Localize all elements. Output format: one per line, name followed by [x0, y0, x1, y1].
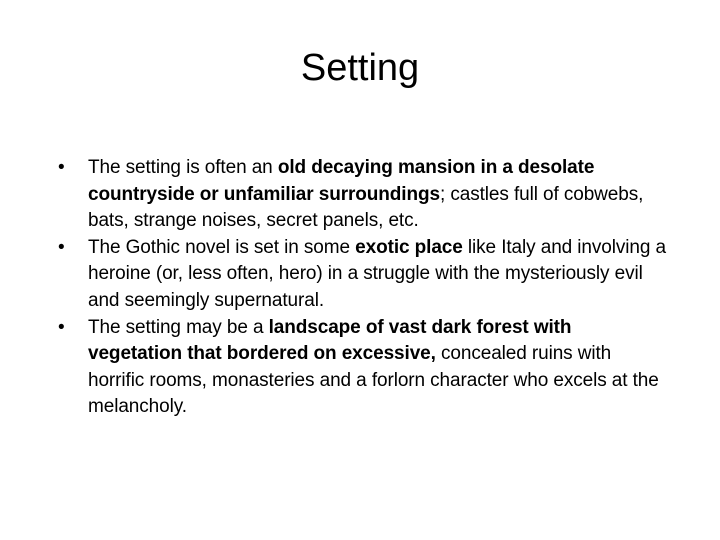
- bullet-text-segment: The setting is often an: [88, 157, 278, 178]
- bullet-text-segment: concealed ruins with horrific rooms, monasteries and a forlorn character who excels at the melancholy.: [88, 343, 659, 418]
- bullet-marker: •: [58, 236, 65, 258]
- bullet-text-segment-bold: landscape of vast dark forest with vegetation that bordered on excessive,: [88, 316, 572, 365]
- bullet-item: [58, 315, 670, 421]
- bullet-marker: •: [58, 316, 65, 338]
- bullet-marker: •: [58, 157, 65, 178]
- bullet-text-segment: ; castles full of cobwebs, bats, strange noises, secret panels, etc.: [88, 183, 644, 232]
- bullet-item: [58, 235, 670, 315]
- bullet-text-segment: The Gothic novel is set in some: [88, 236, 356, 258]
- bullet-text-segment: like Italy and involving a heroine (or, less often, hero) in a struggle with the mysteriously evil and seemingly supernatural.: [88, 236, 666, 311]
- bullet-text-segment-bold: old decaying mansion in a desolate countryside or unfamiliar surroundings: [88, 157, 595, 205]
- slide-title: Setting: [300, 47, 420, 89]
- bullet-list: [58, 155, 670, 421]
- bullet-text-segment: The setting may be a: [88, 316, 269, 338]
- bullet-text-segment-bold: exotic place: [355, 236, 463, 258]
- bullet-item: [58, 155, 670, 235]
